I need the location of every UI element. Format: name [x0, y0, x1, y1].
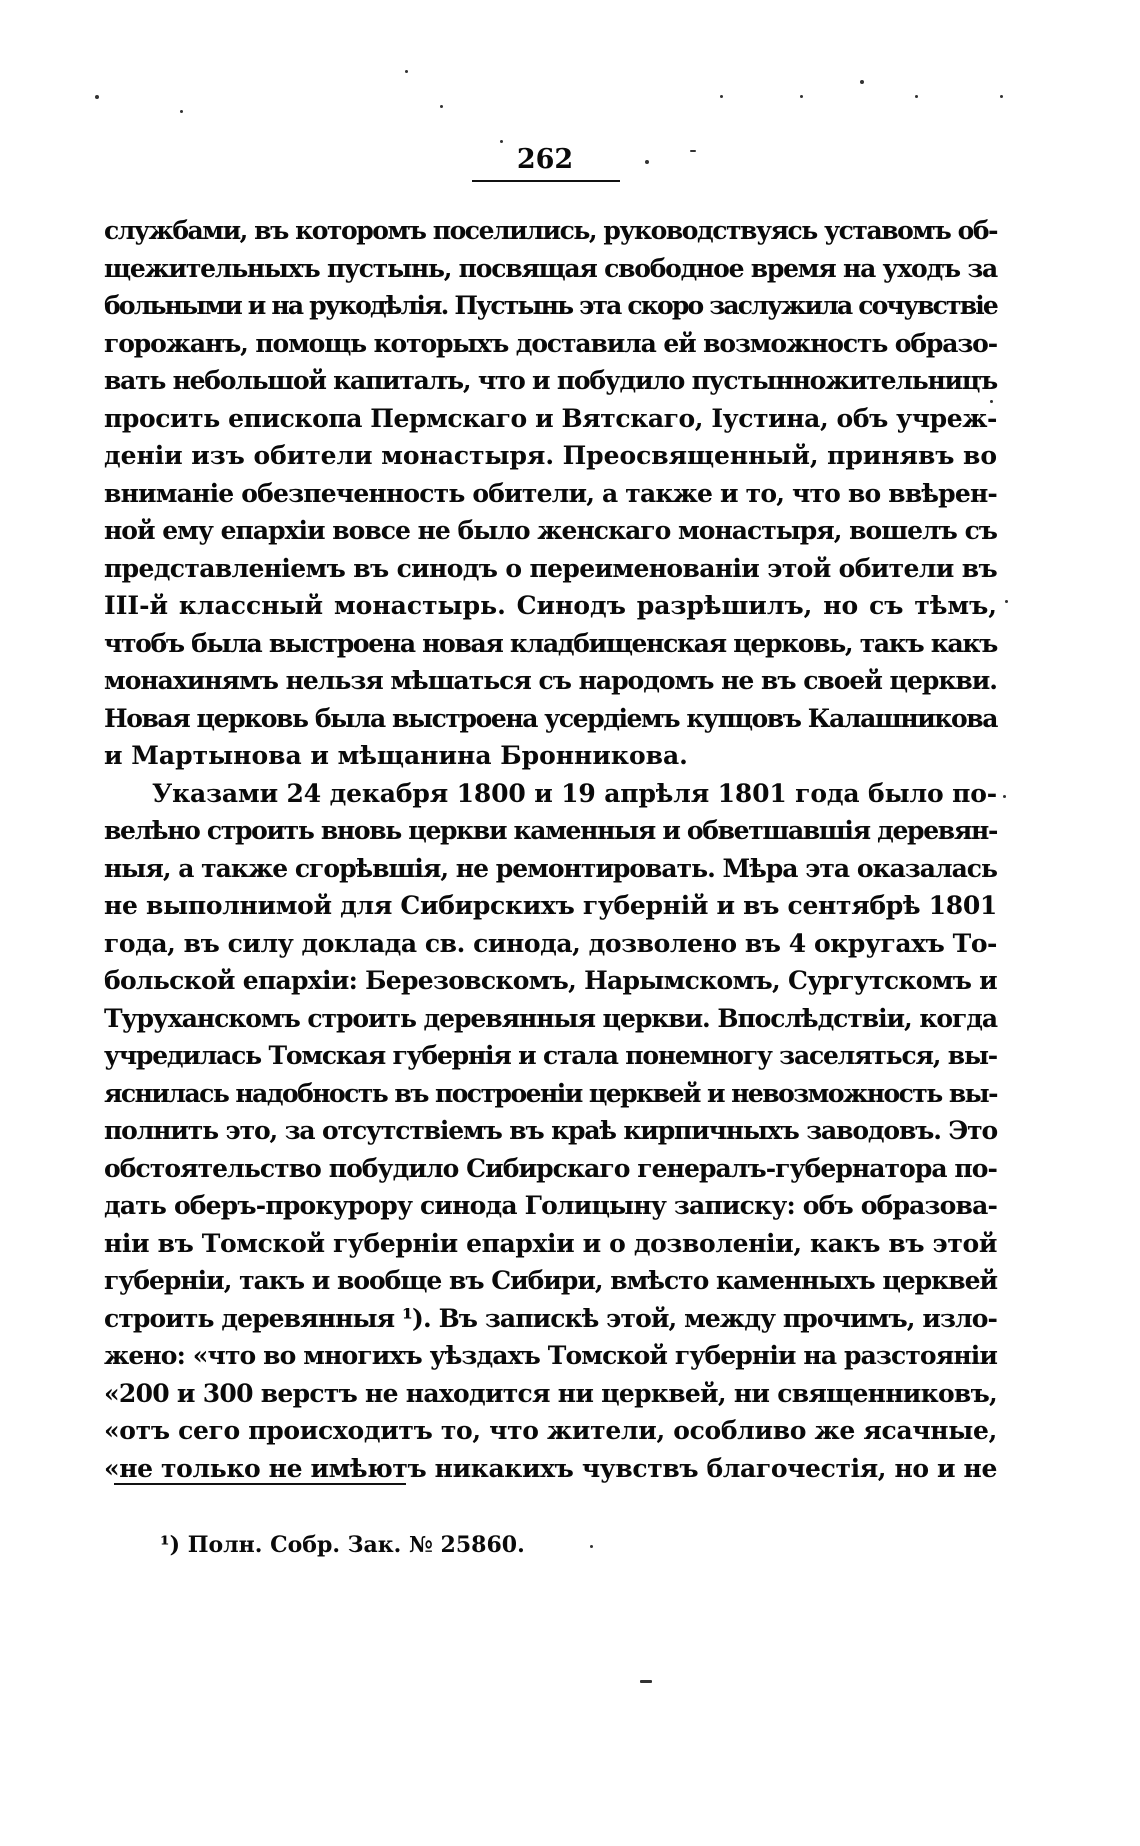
text-line: III-й классный монастырь. Синодъ разрѣшилъ, но съ тѣмъ,: [104, 591, 997, 620]
text-line: вать небольшой капиталъ, что и побудило пустынножительницъ: [104, 366, 997, 395]
text-line: просить епископа Пермскаго и Вятскаго, Іустина, объ учреж-: [104, 403, 997, 433]
text-line: Новая церковь была выстроена усердіемъ купцовъ Калашникова: [104, 703, 998, 733]
text-line: «200 и 300 верстъ не находится ни церквей, ни священниковъ,: [104, 1378, 998, 1408]
scan-speck: [500, 140, 503, 143]
text-line: горожанъ, помощь которыхъ доставила ей возможность образо-: [104, 328, 997, 358]
scan-speck: [1000, 95, 1003, 98]
text-line: службами, въ которомъ поселились, руководствуясь уставомъ об-: [104, 216, 998, 245]
text-line: дать оберъ-прокурору синода Голицыну записку: объ образова-: [104, 1191, 998, 1220]
text-line: года, въ силу доклада св. синода, дозволено въ 4 округахъ То-: [104, 928, 997, 958]
text-line: представленіемъ въ синодъ о переименованіи этой обители въ: [104, 553, 997, 583]
scan-speck: [640, 1680, 652, 1683]
text-line: яснилась надобность въ построеніи церквей и невозможность вы-: [104, 1078, 998, 1108]
text-line: деніи изъ обители монастыря. Преосвященный, принявъ во: [104, 441, 997, 470]
text-line: больской епархіи: Березовскомъ, Нарымскомъ, Сургутскомъ и: [104, 966, 998, 995]
text-line: губерніи, такъ и вообще въ Сибири, вмѣсто каменныхъ церквей: [104, 1266, 998, 1295]
scan-speck: [1005, 600, 1008, 603]
text-line: не выполнимой для Сибирскихъ губерній и въ сентябрѣ 1801: [104, 891, 997, 920]
text-line: Туруханскомъ строить деревянныя церкви. Впослѣдствіи, когда: [104, 1003, 997, 1033]
text-line: и Мартынова и мѣщанина Бронникова.: [104, 741, 688, 770]
text-line: чтобъ была выстроена новая кладбищенская церковь, такъ какъ: [104, 628, 997, 658]
scan-speck: [915, 95, 918, 98]
text-line: велѣно строить вновь церкви каменныя и обветшавшія деревян-: [104, 816, 997, 845]
scan-speck: [860, 80, 864, 84]
text-line: ной ему епархіи вовсе не было женскаго монастыря, вошелъ съ: [104, 516, 997, 545]
text-line: больными и на рукодѣлія. Пустынь эта скоро заслужила сочувствіе: [104, 291, 997, 320]
scan-speck: [690, 150, 696, 152]
text-line: строить деревянныя ¹). Въ запискѣ этой, между прочимъ, изло-: [104, 1303, 997, 1333]
body-text: [104, 212, 997, 1487]
scan-speck: [800, 95, 803, 98]
text-line: ніи въ Томской губерніи епархіи и о дозволеніи, какъ въ этой: [104, 1228, 997, 1258]
footnote: ¹) Полн. Собр. Зак. № 25860.: [160, 1532, 525, 1558]
paragraph-first-line: Указами 24 декабря 1800 и 19 апрѣля 1801 года было по-: [152, 778, 997, 808]
text-line: ныя, а также сгорѣвшія, не ремонтировать. Мѣра эта оказалась: [104, 853, 997, 883]
text-line: «не только не имѣютъ никакихъ чувствъ благочестія, но и не: [104, 1453, 997, 1483]
text-line: вниманіе обезпеченность обители, а также и то, что во ввѣрен-: [104, 478, 997, 508]
scan-speck: [180, 110, 183, 113]
scan-speck: [720, 95, 723, 98]
scan-speck: [95, 95, 99, 99]
scan-speck: [1003, 795, 1006, 798]
scan-speck: [405, 70, 408, 73]
scan-speck: [990, 400, 993, 403]
text-line: жено: «что во многихъ уѣздахъ Томской губерніи на разстояніи: [104, 1341, 998, 1370]
text-line: учредилась Томская губернія и стала понемногу заселяться, вы-: [104, 1041, 997, 1070]
scan-speck: [440, 105, 443, 108]
text-line: «отъ сего происходитъ то, что жители, особливо же ясачные,: [104, 1416, 997, 1445]
scan-speck: [645, 160, 649, 164]
header-rule: [472, 180, 620, 182]
text-line: щежительныхъ пустынь, посвящая свободное время на уходъ за: [104, 253, 998, 283]
footnote-rule: [114, 1483, 406, 1485]
text-line: монахинямъ нельзя мѣшаться съ народомъ не въ своей церкви.: [104, 666, 997, 695]
text-line: полнить это, за отсутствіемъ въ краѣ кирпичныхъ заводовъ. Это: [104, 1116, 997, 1145]
page-number: 262: [516, 144, 574, 175]
scan-speck: [590, 1545, 593, 1548]
text-line: обстоятельство побудило Сибирскаго генералъ-губернатора по-: [104, 1153, 997, 1183]
